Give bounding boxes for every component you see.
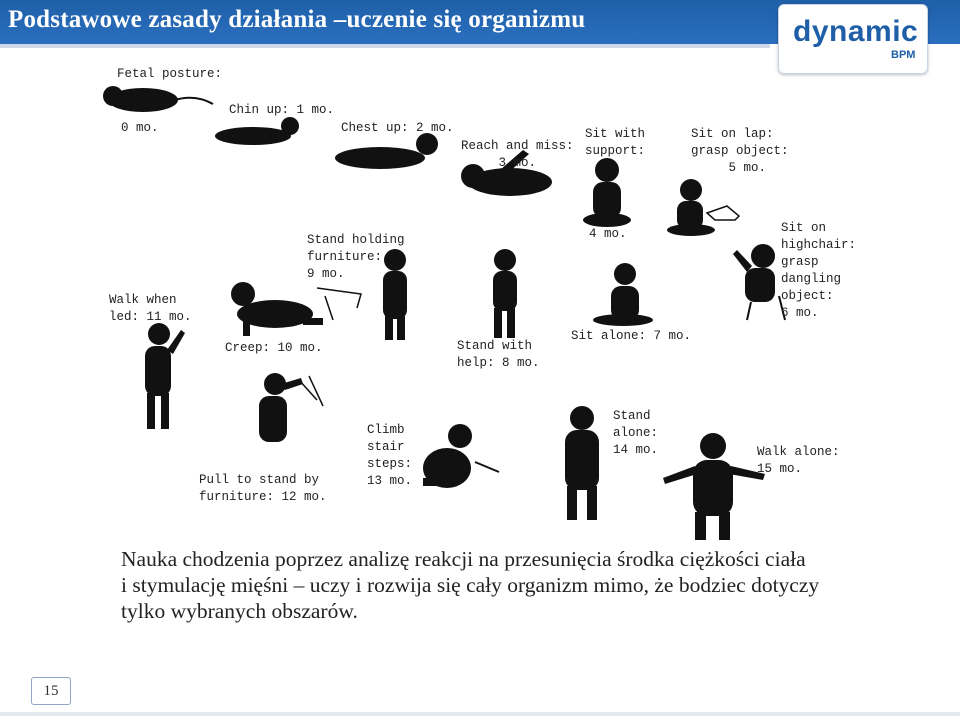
label-stand-alone: Stand alone: 14 mo. <box>613 409 659 457</box>
infant-silhouette-highchair <box>733 244 785 320</box>
infant-silhouette-fetal <box>103 86 213 112</box>
infant-silhouette-creep <box>231 282 323 336</box>
logo-word: dynamic <box>793 15 919 48</box>
label-walk-when-led: Walk when led: 11 mo. <box>109 293 192 324</box>
label-stand-with-help: Stand with help: 8 mo. <box>457 339 540 370</box>
label-sit-on-lap: Sit on lap: grasp object: 5 mo. <box>691 127 789 175</box>
header-underline <box>0 44 770 48</box>
label-climb-stair-steps: Climb stair steps: 13 mo. <box>367 423 413 488</box>
infant-silhouette-walk-led <box>145 323 185 429</box>
infant-silhouette-stand-alone <box>565 406 599 520</box>
label-sit-alone: Sit alone: 7 mo. <box>571 329 692 343</box>
slide-title: Podstawowe zasady działania –uczenie się organizmu <box>8 6 586 33</box>
label-fetal-age: 0 mo. <box>121 121 159 135</box>
label-creep: Creep: 10 mo. <box>225 341 323 355</box>
label-pull-to-stand: Pull to stand by furniture: 12 mo. <box>199 473 327 504</box>
page-number: 15 <box>31 677 71 705</box>
infant-silhouette-stand-help <box>493 249 517 338</box>
logo-sub: BPM <box>891 49 916 61</box>
infant-silhouette-sit-alone <box>593 263 653 326</box>
body-line-2: i stymulację mięśni – uczy i rozwija się cały organizm mimo, że bodziec dotyczy <box>121 573 820 597</box>
motor-development-chart <box>95 58 855 540</box>
infant-silhouette-sit-lap <box>667 179 739 236</box>
infant-silhouette-walk-alone <box>663 433 765 540</box>
body-line-1: Nauka chodzenia poprzez analizę reakcji na przesunięcia środka ciężkości ciała <box>121 547 806 571</box>
label-reach-and-miss: Reach and miss: 3 mo. <box>461 139 574 170</box>
label-highchair: Sit on highchair: grasp dangling object: 6 mo. <box>781 221 857 320</box>
label-fetal-posture: Fetal posture: <box>117 67 223 81</box>
label-sit-with-support: Sit with support: <box>585 127 646 158</box>
label-chest-up: Chest up: 2 mo. <box>341 121 454 135</box>
body-text <box>121 546 941 624</box>
body-line-3: tylko wybranych obszarów. <box>121 599 358 623</box>
label-sit-with-support-age: 4 mo. <box>589 227 627 241</box>
infant-silhouette-sit-support <box>583 158 631 227</box>
infant-silhouette-chin-up <box>215 117 299 145</box>
infant-silhouette-chest-up <box>335 133 438 169</box>
infant-silhouette-climb <box>423 424 499 488</box>
label-walk-alone: Walk alone: 15 mo. <box>757 445 840 476</box>
label-stand-holding-furniture: Stand holding furniture: 9 mo. <box>307 233 405 281</box>
infant-silhouette-pull-stand <box>259 373 323 442</box>
footer-line <box>0 712 960 716</box>
label-chin-up: Chin up: 1 mo. <box>229 103 335 117</box>
